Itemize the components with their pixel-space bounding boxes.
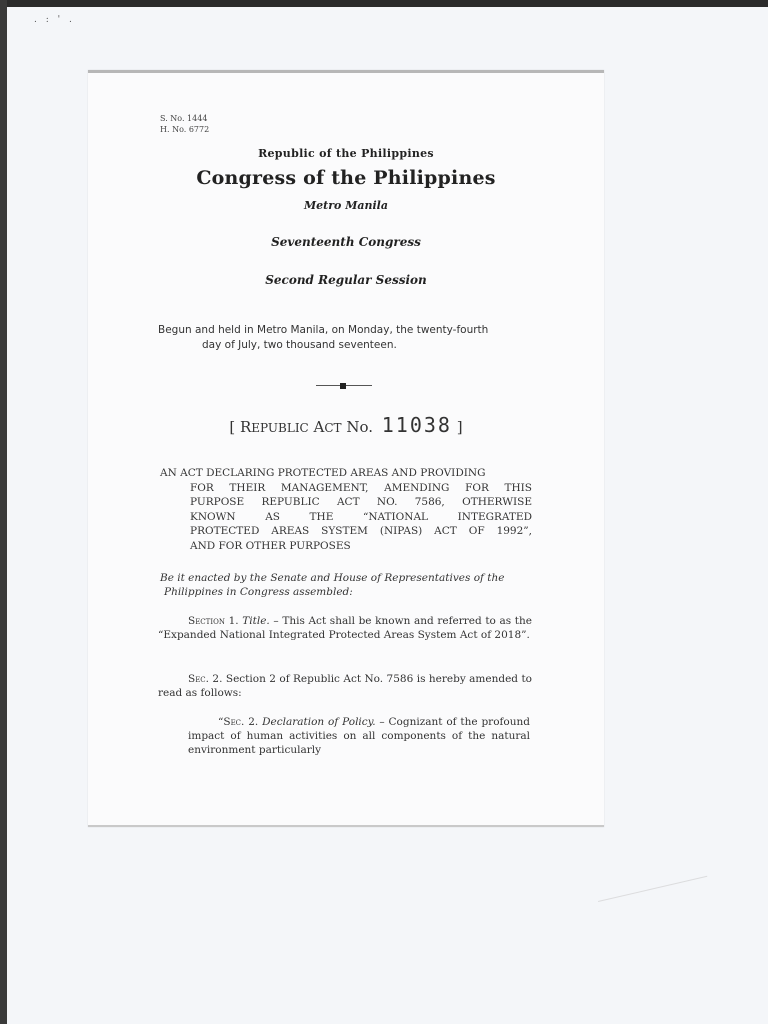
senate-bill-number: S. No. 1444 bbox=[160, 114, 208, 123]
bill-numbers bbox=[160, 113, 209, 135]
title-line: AN ACT DECLARING PROTECTED AREAS AND PROVIDING bbox=[160, 467, 486, 479]
section-1-text: – This Act shall be known and referred to as the “Expanded National Integrated Protected Areas System Act of 2018”. bbox=[158, 615, 533, 641]
title-line: PROTECTED AREAS SYSTEM (NIPAS) ACT OF 1992”, bbox=[190, 525, 532, 537]
begun-line-2: day of July, two thousand seventeen. bbox=[202, 339, 397, 351]
title-line: FOR THEIR MANAGEMENT, AMENDING FOR THIS bbox=[190, 481, 532, 494]
quoted-section: “Sec. 2. Declaration of Policy. – Cognizant of the profound impact of human activities on all components of the natural environment particularly bbox=[188, 716, 530, 756]
title-line: KNOWN AS THE “NATIONAL INTEGRATED bbox=[190, 510, 532, 523]
section-2-label: Sec. 2. bbox=[188, 673, 223, 685]
quoted-section-text: – Cognizant of the profound impact of human activities on all components of the natural environment particularly bbox=[188, 716, 530, 756]
quoted-section-label: Sec. 2. bbox=[223, 716, 259, 728]
ornament-square bbox=[340, 383, 346, 389]
city-heading: Metro Manila bbox=[303, 199, 388, 212]
section-2-text: Section 2 of Republic Act No. 7586 is hereby amended to read as follows: bbox=[158, 673, 532, 699]
quoted-section-heading: Declaration of Policy. bbox=[262, 716, 376, 728]
begun-line-1: Begun and held in Metro Manila, on Monday, the twenty-fourth bbox=[158, 324, 489, 336]
act-number: 11038 bbox=[381, 413, 452, 437]
enacting-line-1: Be it enacted by the Senate and House of Representatives of the bbox=[160, 572, 505, 584]
republic-heading: Republic of the Philippines bbox=[258, 147, 434, 160]
congress-heading: Congress of the Philippines bbox=[196, 167, 496, 189]
scan-edge-left bbox=[0, 0, 7, 1024]
section-1-label: Section 1. bbox=[188, 615, 239, 627]
enacting-line-2: Philippines in Congress assembled: bbox=[164, 586, 353, 598]
document-page bbox=[88, 70, 604, 827]
republic-act-number: [ REPUBLIC ACT No. 11038 ] bbox=[229, 413, 463, 437]
enacting-clause bbox=[160, 571, 532, 599]
scan-specks: . : ' . bbox=[34, 15, 75, 25]
act-title bbox=[160, 466, 532, 553]
scan-mark bbox=[598, 876, 714, 931]
house-bill-number: H. No. 6772 bbox=[160, 125, 210, 134]
title-line: PURPOSE REPUBLIC ACT NO. 7586, OTHERWISE bbox=[190, 496, 532, 508]
section-1-heading: Title. bbox=[242, 615, 270, 627]
section-1 bbox=[158, 614, 532, 642]
ornament-divider bbox=[316, 383, 372, 389]
title-line: AND FOR OTHER PURPOSES bbox=[190, 539, 351, 552]
scan-edge-top bbox=[0, 0, 768, 7]
session-heading: Second Regular Session bbox=[265, 273, 427, 287]
begun-statement bbox=[158, 323, 538, 353]
congress-number-heading: Seventeenth Congress bbox=[271, 235, 421, 249]
section-2 bbox=[158, 672, 532, 700]
